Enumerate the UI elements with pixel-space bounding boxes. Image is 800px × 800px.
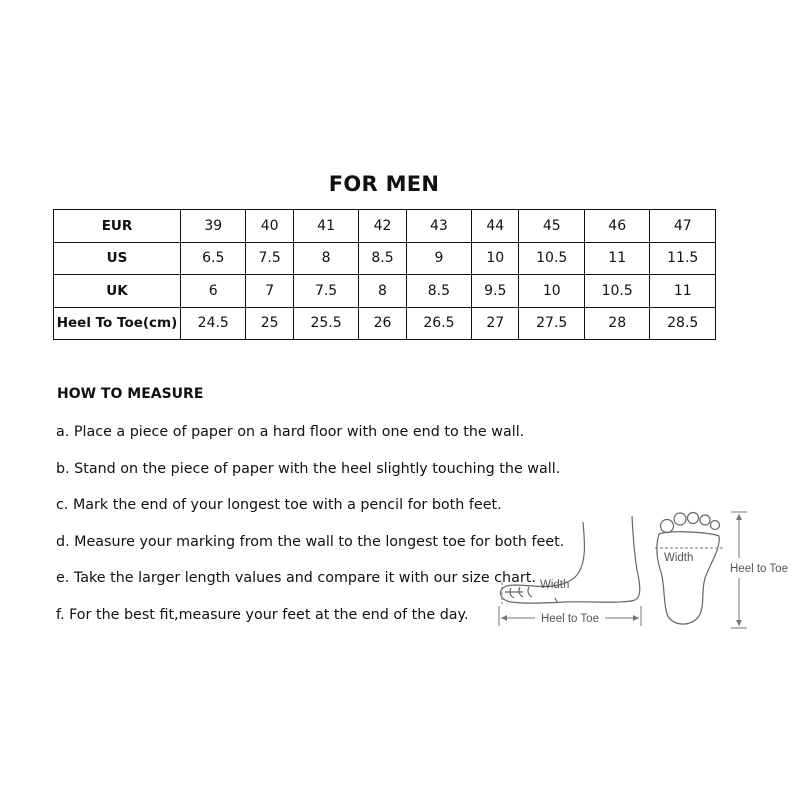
size-cell: 26.5 [406,307,471,340]
size-cell: 44 [472,210,519,243]
foot-diagram-svg [495,508,800,634]
size-row-eur [54,210,716,243]
size-cell: 28.5 [650,307,716,340]
step-d: d. Measure your marking from the wall to the longest toe for both feet. [56,533,565,550]
size-cell: 28 [584,307,649,340]
size-cell: 26 [359,307,406,340]
size-cell: 42 [359,210,406,243]
sole-length-label: Heel to Toe [730,563,788,575]
size-cell: 24.5 [181,307,246,340]
step-a: a. Place a piece of paper on a hard floor with one end to the wall. [56,424,525,440]
size-cell: 10 [519,275,584,308]
size-row-label: EUR [54,210,181,243]
size-cell: 41 [293,210,358,243]
size-cell: 25.5 [293,307,358,340]
size-row-label: UK [54,275,181,308]
size-cell: 11.5 [650,242,716,275]
size-cell: 10.5 [519,242,584,275]
size-cell: 7 [246,275,293,308]
step-e: e. Take the larger length values and compare it with our size chart. [56,570,536,586]
size-table [53,209,716,340]
size-cell: 8.5 [359,242,406,275]
chart-title: FOR MEN [328,172,440,196]
side-width-label: Width [540,579,570,591]
size-row-heel-to-toe-cm [54,307,716,340]
size-cell: 45 [519,210,584,243]
size-cell: 7.5 [246,242,293,275]
size-cell: 10.5 [584,275,649,308]
size-cell: 47 [650,210,716,243]
step-b: b. Stand on the piece of paper with the heel slightly touching the wall. [56,460,561,477]
size-cell: 10 [472,242,519,275]
side-length-label: Heel to Toe [541,613,599,625]
size-row-label: US [54,242,181,275]
step-c: c. Mark the end of your longest toe with a pencil for both feet. [56,497,502,513]
foot-side-icon [500,516,639,603]
size-cell: 7.5 [293,275,358,308]
size-cell: 39 [181,210,246,243]
size-cell: 8 [293,242,358,275]
size-cell: 27 [472,307,519,340]
size-cell: 6 [181,275,246,308]
size-cell: 25 [246,307,293,340]
size-cell: 27.5 [519,307,584,340]
size-cell: 8.5 [406,275,471,308]
step-f: f. For the best fit,measure your feet at the end of the day. [56,606,469,623]
size-cell: 9 [406,242,471,275]
size-row-uk [54,275,716,308]
foot-measure-diagram [495,508,800,634]
size-row-us [54,242,716,275]
size-cell: 11 [650,275,716,308]
how-to-measure-heading: HOW TO MEASURE [57,386,204,402]
foot-sole-icon [657,513,720,625]
size-cell: 9.5 [472,275,519,308]
size-cell: 11 [584,242,649,275]
size-cell: 6.5 [181,242,246,275]
size-cell: 8 [359,275,406,308]
size-row-label: Heel To Toe(cm) [54,307,181,340]
size-cell: 46 [584,210,649,243]
size-cell: 40 [246,210,293,243]
sole-width-label: Width [664,552,694,564]
size-cell: 43 [406,210,471,243]
